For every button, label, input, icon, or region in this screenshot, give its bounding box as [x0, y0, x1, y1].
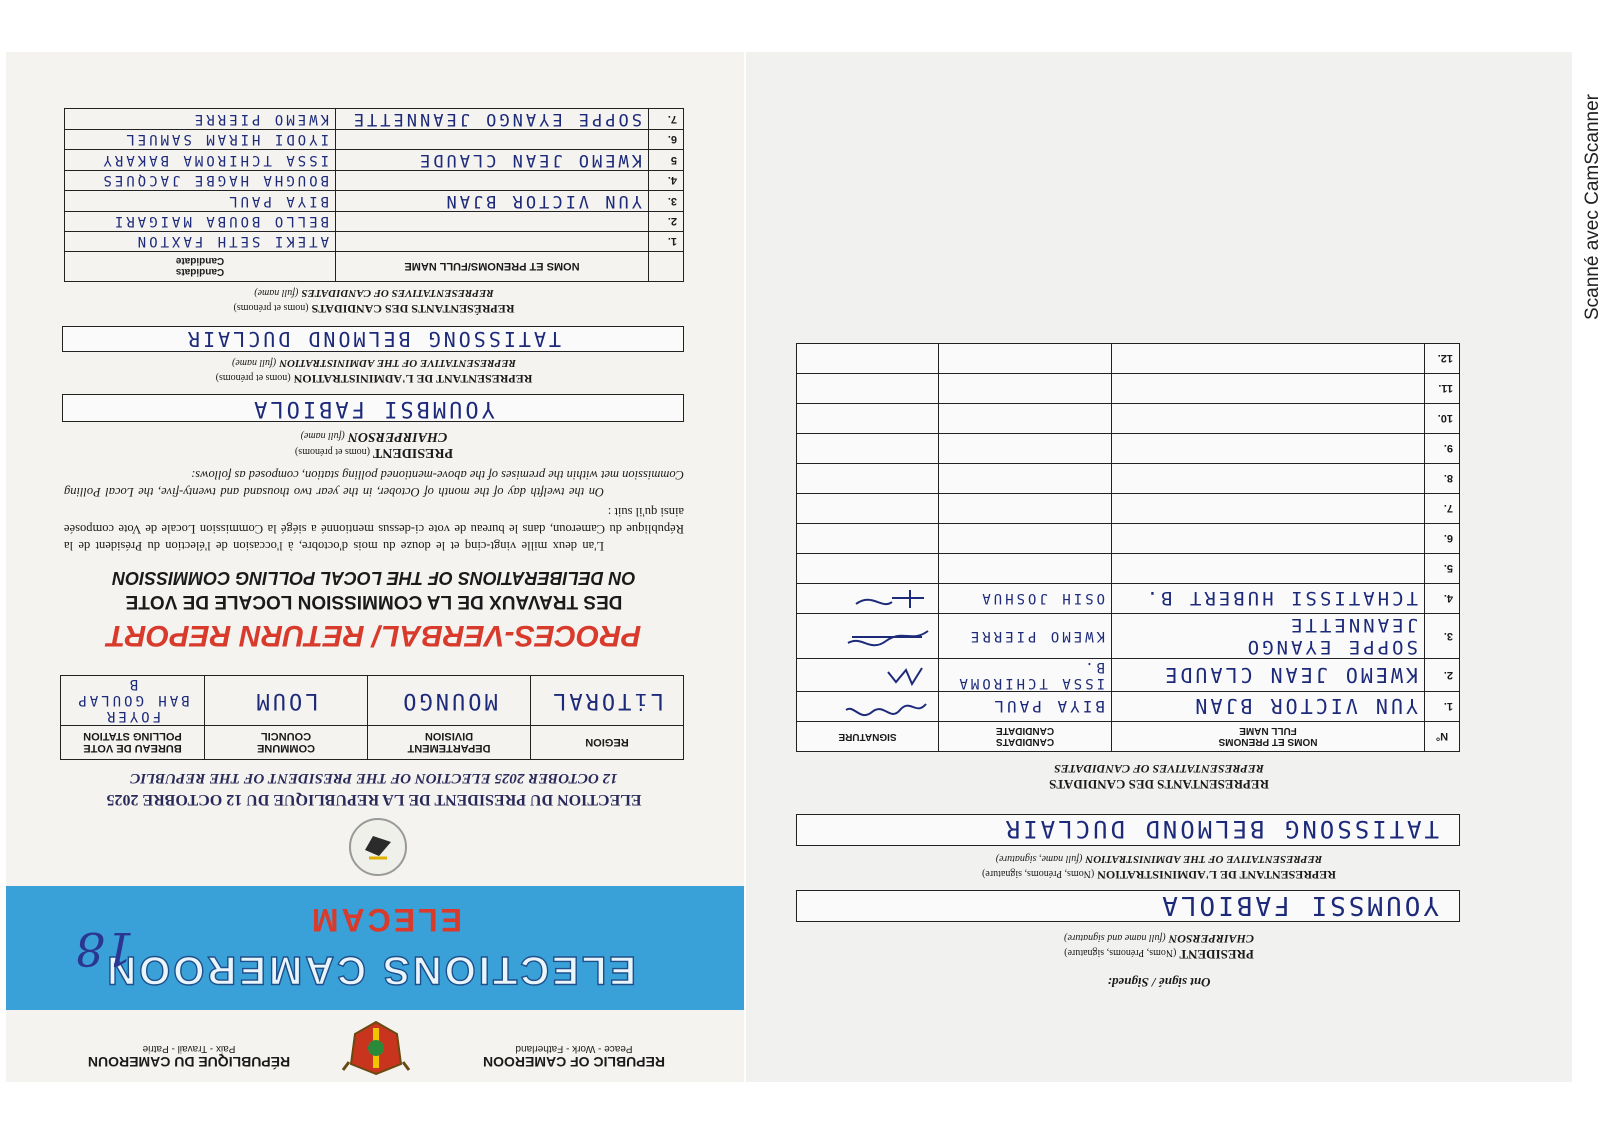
- president-label: PRESIDENT: [1179, 947, 1254, 962]
- table-row: [797, 464, 1460, 494]
- table-row: [797, 524, 1460, 554]
- signature-cell: [797, 584, 939, 614]
- admin-name-box: TATISSONG BELMOND DUCLAIR: [62, 326, 684, 352]
- president-name-box: YOUMBSI FABIOLA: [62, 394, 684, 422]
- rep-cand-fr: REPRESENTANTS DES CANDIDATS: [1049, 777, 1269, 792]
- candidate-name: [939, 464, 1112, 494]
- scanner-watermark-text: Scanné avec CamScanner: [1582, 93, 1603, 320]
- right-page: [746, 52, 1572, 1082]
- table-row: [797, 344, 1460, 374]
- candidate-name: [939, 524, 1112, 554]
- row-number: 12.: [1425, 344, 1460, 374]
- cand-rep-label-en-note: (full name): [254, 287, 299, 298]
- signature-cell: [797, 692, 939, 722]
- signature-cell: [797, 404, 939, 434]
- rep-name: SOPPE EYANGO JEANNETTE: [336, 109, 649, 130]
- left-page: [6, 52, 744, 1082]
- signature-scribble-icon: [842, 696, 932, 720]
- intro-paragraph-en: On the twelfth day of the month of October, in the year two thousand and twenty-five, the Local Polling Commission met within the premises of the above-mentioned polling station, composed as follows:: [64, 468, 684, 499]
- rep-name: [1112, 494, 1425, 524]
- signature-scribble-icon: [842, 588, 932, 612]
- handwritten-number: 18: [75, 922, 134, 976]
- signature-header: SIGNATURE: [797, 722, 939, 752]
- report-subtitle-fr: DES TRAVAUX DE LA COMMISSION LOCALE DE VOTE: [125, 591, 623, 612]
- report-title: PROCES-VERBAL/ RETURN REPORT: [106, 619, 642, 652]
- rep-name: [1112, 434, 1425, 464]
- admin-label-note: (noms et prénoms): [215, 372, 291, 383]
- row-number: 8.: [1425, 464, 1460, 494]
- candidate-name: ISSA TCHIROMA BAKARY: [65, 150, 336, 171]
- admin-name-box: TATISSONG BELMOND DUCLAIR: [796, 814, 1460, 846]
- council-header: COMMUNE COUNCIL: [205, 726, 368, 760]
- republic-header-fr: [24, 1043, 354, 1070]
- admin-label-en: REPRESENTATIVE OF THE ADMINISTRATION: [279, 357, 517, 369]
- candidate-reps-table: [64, 108, 684, 282]
- intro-paragraph-fr: L'an deux mille vingt-cinq et le douze du mois d'octobre, à l'occasion de l'élection du Président de la République du Cameroun, dans le bureau de vote ci-dessus mentionné a siégé la Commission Locale de Vote composée ainsi qu'il suit :: [64, 505, 684, 553]
- table-row: [65, 191, 684, 212]
- republic-header-en: [424, 1043, 724, 1070]
- candidate-name: [939, 404, 1112, 434]
- row-number: 7.: [649, 109, 684, 130]
- motto-fr: Paix - Travail - Patrie: [142, 1043, 236, 1054]
- row-number: 6.: [1425, 524, 1460, 554]
- rep-name: [336, 212, 649, 232]
- table-row: [65, 171, 684, 191]
- rep-name: [1112, 464, 1425, 494]
- table-row: [65, 150, 684, 171]
- cand-table-number-header: [649, 252, 684, 282]
- full-name-header: NOMS ET PRENOMS FULL NAME: [1112, 722, 1425, 752]
- table-row: [797, 584, 1460, 614]
- president-label-note: (Noms, Prénoms, signature): [1064, 947, 1177, 958]
- republic-fr-label: RÉPUBLIQUE DU CAMEROUN: [87, 1054, 291, 1070]
- division-header: DEPARTEMENT DIVISION: [368, 726, 531, 760]
- rep-cand-en: REPRESENTATIVES OF CANDIDATES: [1054, 762, 1264, 776]
- signature-cell: [797, 554, 939, 584]
- signature-scribble-icon: [842, 665, 932, 689]
- rep-name: [1112, 344, 1425, 374]
- election-title-fr: ELECTION DU PRESIDENT DE LA REPUBLIQUE DU 12 OCTOBRE 2025: [106, 791, 642, 808]
- admin-label-block: [846, 852, 1472, 882]
- cand-table-candidate-header: Candidats Candidate: [65, 252, 336, 282]
- table-row: [797, 554, 1460, 584]
- candidate-name: [939, 344, 1112, 374]
- row-number: 5: [649, 150, 684, 171]
- rep-name: [336, 232, 649, 252]
- row-number: 2.: [1425, 659, 1460, 692]
- council-value: LOUM: [205, 676, 368, 726]
- table-row: [797, 434, 1460, 464]
- candidate-name: BIYA PAUL: [939, 692, 1112, 722]
- signatures-table: [796, 343, 1460, 752]
- cand-rep-label-note: (noms et prénoms): [233, 302, 309, 313]
- row-number: 7.: [1425, 494, 1460, 524]
- signature-scribble-icon: [842, 626, 932, 650]
- number-header: N°: [1425, 722, 1460, 752]
- banner-subtitle: ELECAM: [308, 902, 462, 938]
- row-number: 1.: [649, 232, 684, 252]
- rep-name: [336, 130, 649, 150]
- candidate-name: [939, 434, 1112, 464]
- rep-name: [336, 171, 649, 191]
- row-number: 6.: [649, 130, 684, 150]
- rep-name: [1112, 404, 1425, 434]
- rep-name: [1112, 524, 1425, 554]
- rep-name: KWEMO JEAN CLAUDE: [336, 150, 649, 171]
- banner-title: ELECTIONS CAMEROON: [104, 948, 636, 992]
- rep-name: YUN VICTOR BJAN: [336, 191, 649, 212]
- candidate-header: CANDIDATS CANDIDATE: [939, 722, 1112, 752]
- rep-name: [1112, 374, 1425, 404]
- candidate-name: KWEMO PIERRE: [65, 109, 336, 130]
- rep-name: KWEMO JEAN CLAUDE: [1112, 659, 1425, 692]
- rep-name: YUN VICTOR BJAN: [1112, 692, 1425, 722]
- admin-label-en-note: (full name, signature): [995, 853, 1083, 864]
- table-row: [797, 374, 1460, 404]
- table-row: [797, 692, 1460, 722]
- table-row: [65, 232, 684, 252]
- row-number: 2.: [649, 212, 684, 232]
- region-header: REGION: [531, 726, 684, 760]
- chairperson-label-note: (full name): [300, 430, 345, 441]
- signature-cell: [797, 434, 939, 464]
- signature-cell: [797, 524, 939, 554]
- candidate-name: ATEKI SETH FAXTON: [65, 232, 336, 252]
- admin-label-block: [64, 356, 684, 386]
- rep-cand-label-block: [846, 761, 1472, 792]
- admin-label-en: REPRESENTATIVE OF THE ADMINISTRATION: [1085, 853, 1323, 865]
- elecam-banner: [6, 886, 744, 1010]
- cand-rep-label: REPRÉSENTANTS DES CANDIDATS: [311, 302, 515, 316]
- president-label-block: [846, 931, 1472, 962]
- chairperson-label-note: (full name and signature): [1064, 932, 1166, 943]
- candidate-name: KWEMO PIERRE: [939, 614, 1112, 659]
- candidate-name: OSIH JOSHUA: [939, 584, 1112, 614]
- signature-cell: [797, 344, 939, 374]
- signature-cell: [797, 374, 939, 404]
- candidate-name: [939, 494, 1112, 524]
- candidate-name: ISSA TCHIROMA B.: [939, 659, 1112, 692]
- row-number: 5.: [1425, 554, 1460, 584]
- admin-label: REPRESENTANT DE L'ADMINISTRATION: [1097, 868, 1336, 882]
- candidate-name: BELLO BOUBA MAIGARI: [65, 212, 336, 232]
- chairperson-label: CHAIRPERSON: [1168, 932, 1254, 946]
- republic-en-label: REPUBLIC OF CAMEROON: [483, 1054, 665, 1070]
- rep-name: [1112, 554, 1425, 584]
- polling-station-header: BUREAU DE VOTE POLLING STATION: [61, 726, 205, 760]
- signature-cell: [797, 464, 939, 494]
- president-label: PRESIDENT: [372, 445, 454, 460]
- president-label-block: [64, 428, 684, 460]
- scanner-watermark: [1558, 30, 1603, 320]
- candidate-name: BIYA PAUL: [65, 191, 336, 212]
- row-number: 4.: [1425, 584, 1460, 614]
- table-row: [797, 404, 1460, 434]
- admin-label-en-note: (full name): [231, 357, 277, 368]
- table-row: [797, 614, 1460, 659]
- candidate-name: BOUGHA HAGBE JACQUES: [65, 171, 336, 191]
- region-value: LiTORAL: [531, 676, 684, 726]
- signature-cell: [797, 614, 939, 659]
- candidate-name: [939, 374, 1112, 404]
- row-number: 10.: [1425, 404, 1460, 434]
- report-subtitle-en: ON DELIBERATIONS OF THE LOCAL POLLING COMMISSION: [112, 568, 636, 588]
- table-row: [797, 494, 1460, 524]
- rep-name: SOPPE EYANGO JEANNETTE: [1112, 614, 1425, 659]
- rep-name: TCHATISSI HUBERT B.: [1112, 584, 1425, 614]
- polling-station-value: FOYER BAH GOULAP B: [61, 676, 205, 726]
- coat-of-arms-icon: [343, 1018, 409, 1078]
- cand-rep-label-block: [64, 286, 684, 316]
- row-number: 4.: [649, 171, 684, 191]
- president-name-box: YOUMSSI FABIOLA: [796, 890, 1460, 922]
- cand-rep-label-en: REPRESENTATIVES OF CANDIDATES: [301, 287, 494, 299]
- chairperson-label: CHAIRPERSON: [347, 429, 448, 444]
- row-number: 3.: [649, 191, 684, 212]
- row-number: 9.: [1425, 434, 1460, 464]
- cand-table-name-header: NOMS ET PRENOMS/FULL NAME: [336, 252, 649, 282]
- row-number: 1.: [1425, 692, 1460, 722]
- row-number: 11.: [1425, 374, 1460, 404]
- candidate-name: IYODI HIRAM SAMUEL: [65, 130, 336, 150]
- division-value: MOUNGO: [368, 676, 531, 726]
- table-row: [65, 212, 684, 232]
- admin-label: REPRESENTANT DE L'ADMINISTRATION: [293, 372, 533, 386]
- table-row: [65, 109, 684, 130]
- table-row: [65, 130, 684, 150]
- admin-label-note: (Noms, Prénoms, signature): [982, 868, 1095, 879]
- location-table: [60, 675, 684, 760]
- election-2025-seal-icon: [347, 816, 409, 878]
- president-label-note: (noms et prénoms): [294, 446, 370, 457]
- signed-label: Ont signé / Signed:: [1107, 975, 1211, 990]
- motto-en: Peace - Work - Fatherland: [515, 1043, 633, 1054]
- candidate-name: [939, 554, 1112, 584]
- signature-cell: [797, 494, 939, 524]
- election-title-en: 12 OCTOBER 2025 ELECTION OF THE PRESIDENT OF THE REPUBLIC: [130, 770, 618, 786]
- signature-cell: [797, 659, 939, 692]
- table-row: [797, 659, 1460, 692]
- row-number: 3.: [1425, 614, 1460, 659]
